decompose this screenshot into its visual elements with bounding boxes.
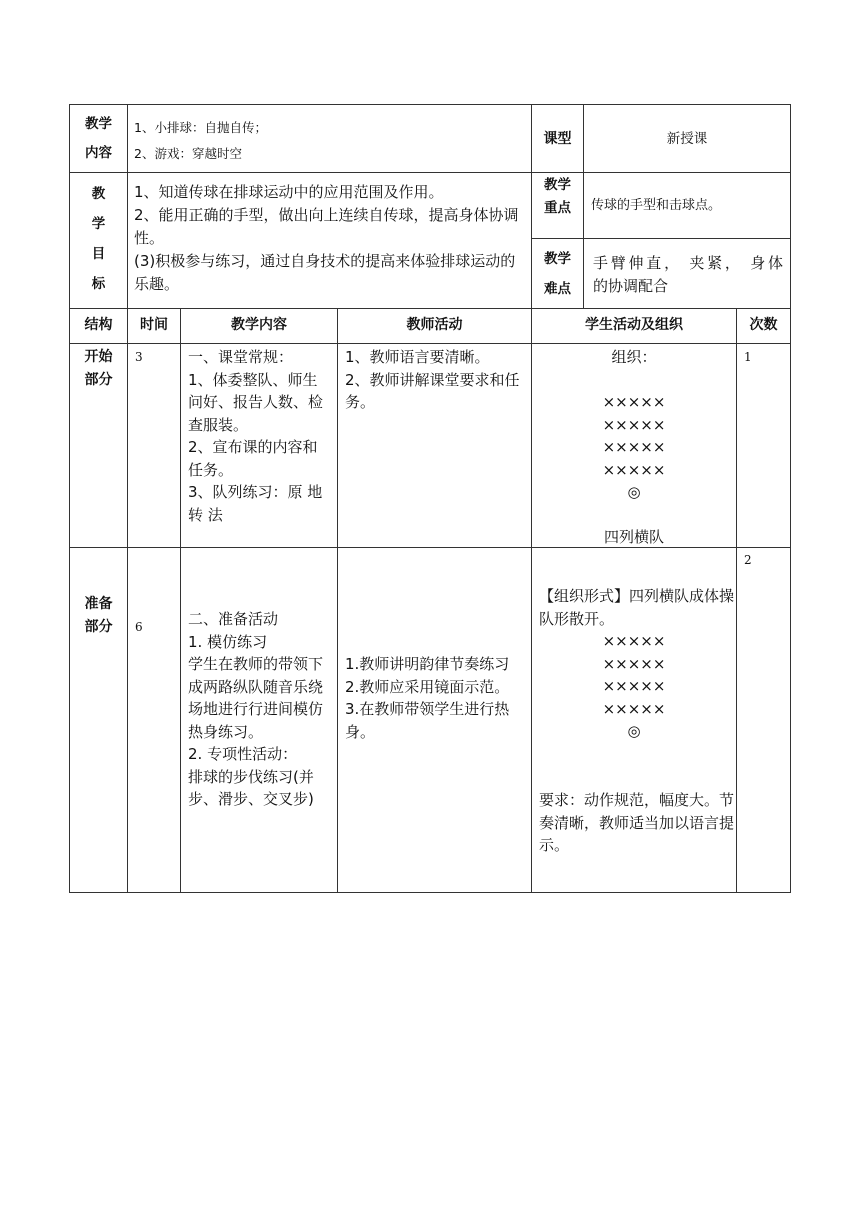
goals-text: 1、知道传球在排球运动中的应用范围及作用。 2、能用正确的手型，做出向上连续自传球，提高身体协调性。 (3)积极参与练习，通过自身技术的提高来体验排球运动的乐趣。 [134, 183, 519, 293]
focus-label: 教学 重点 [544, 177, 571, 216]
rule-header-bottom [69, 343, 790, 344]
content-label: 教学 内容 [85, 116, 112, 161]
header-count: 次数 [749, 317, 778, 333]
part2-student-formation: ××××× ××××× ××××× ××××× ◎ [602, 632, 666, 740]
rule-label-col [127, 104, 128, 893]
header-teacher: 教师活动 [406, 317, 463, 333]
rule-focus-bottom [531, 238, 790, 239]
rule-content-bottom [69, 172, 790, 173]
difficulty-text-2: 的协调配合 [593, 277, 669, 295]
part2-structure: 准备 部分 [84, 596, 113, 635]
header-student: 学生活动及组织 [585, 317, 683, 333]
part2-student-intro: 【组织形式】四列横队成体操队形散开。 [539, 587, 735, 628]
part2-count: 2 [744, 553, 752, 567]
part2-time: 6 [135, 620, 143, 634]
focus-text: 传球的手型和击球点。 [591, 198, 722, 213]
difficulty-label: 教学 难点 [544, 251, 571, 297]
rule-time-col [180, 308, 181, 893]
rule-content-col [337, 308, 338, 893]
goals-label: 教 学 目 标 [91, 186, 106, 292]
rule-student-col [736, 308, 737, 893]
part1-count: 1 [744, 350, 752, 364]
lesson-type-label: 课型 [543, 131, 572, 147]
part2-teacher: 1.教师讲明韵律节奏练习 2.教师应采用镜面示范。 3.在教师带领学生进行热身。 [345, 655, 510, 741]
part1-structure: 开始 部分 [84, 349, 113, 388]
part1-content: 一、课堂常规： 1、体委整队、师生问好、报告人数、检查服装。 2、宣布课的内容和任务。 3、队列练习：原 地 转 法 [188, 348, 324, 524]
part2-content: 二、准备活动 1. 模仿练习 学生在教师的带领下成两路纵队随音乐绕场地进行行进间模仿热身练习。 2. 专项性活动： 排球的步伐练习(并步、滑步、交叉步) [188, 610, 324, 808]
difficulty-text-1: 手臂伸直， 夹紧， 身体 [593, 254, 783, 272]
part2-student-requirement: 要求：动作规范，幅度大。节奏清晰，教师适当加以语言提示。 [539, 791, 735, 854]
rule-right [790, 104, 791, 893]
part1-student: 组织： ××××× ××××× ××××× ××××× ◎ 四列横队 [602, 348, 666, 546]
part1-teacher: 1、教师语言要清晰。 2、教师讲解课堂要求和任务。 [345, 348, 520, 411]
content-text: 1、小排球：自抛自传； 2、游戏：穿越时空 [134, 120, 267, 161]
rule-table-bottom [69, 892, 790, 893]
header-time: 时间 [140, 317, 168, 333]
part1-time: 3 [135, 350, 143, 364]
header-content: 教学内容 [231, 317, 287, 333]
rule-top [69, 104, 790, 105]
rule-goals-bottom [69, 308, 790, 309]
header-structure: 结构 [84, 317, 113, 333]
lesson-type-value: 新授课 [666, 131, 708, 147]
